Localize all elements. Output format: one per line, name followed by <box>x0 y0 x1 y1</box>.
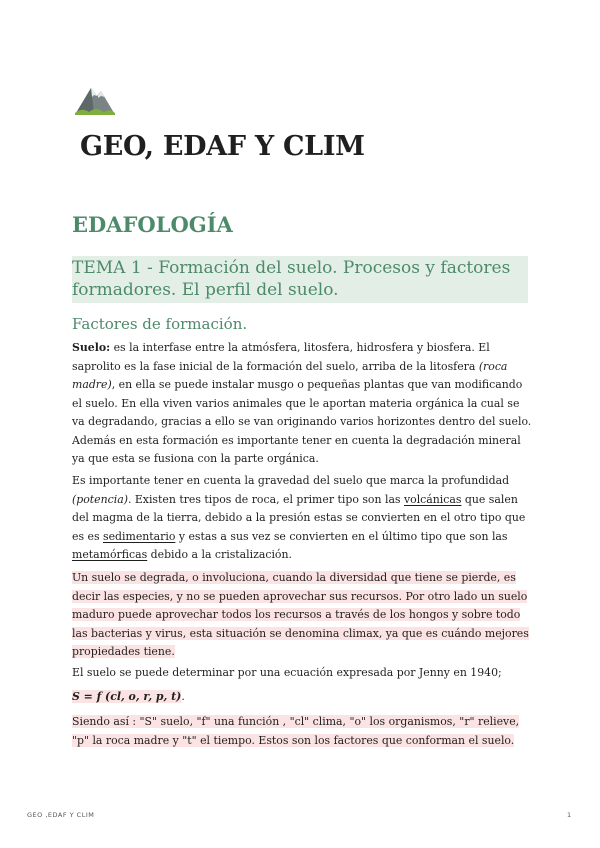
italic-run: (roca madre) <box>72 359 508 391</box>
footer-title: GEO ,EDAF Y CLIM <box>27 811 95 819</box>
text-run: , en ella se puede instalar musgo o pequeñas plantas que van modificando el suelo. En ella viven varios animales que le aportan materia orgánica la cual se va degradando, gracias a ello se van originando varios horizontes dentro del suelo. Además en esta formación es importante tener en cuenta la degradación mineral ya que esta se fusiona con la parte orgánica. <box>72 378 532 465</box>
highlighted-text: Un suelo se degrada, o involuciona, cuando la diversidad que tiene se pierde, es decir las especies, y no se pueden aprovechar sus recursos. Por otro lado un suelo maduro puede aprovechar todos los recursos a través de los hongos y sobre todo las bacterias y virus, esta situación se denomina climax, ya que es cuándo mejores propiedades tiene. <box>72 571 529 658</box>
paragraph-degradacion <box>72 569 532 662</box>
underlined-term: metamórficas <box>72 548 148 561</box>
term-label: Suelo: <box>72 341 111 354</box>
document-title: GEO, EDAF Y CLIM <box>80 131 365 162</box>
paragraph-factores <box>72 713 532 750</box>
paragraph-suelo <box>72 339 532 469</box>
underlined-term: sedimentario <box>103 529 176 543</box>
text-run: que salen del magma de la tierra, debido a la presión estas se convierten en el otro tipo que es es <box>72 492 526 543</box>
subsection-heading: Factores de formación. <box>72 315 248 333</box>
text-run: . Existen tres tipos de roca, el primer tipo son las <box>127 492 404 506</box>
highlighted-text: Siendo así : "S" suelo, "f" una función , "cl" clima, "o" los organismos, "r" relieve, "p" la roca madre y "t" el tiempo. Estos son los factores que conforman el suelo. <box>72 715 520 747</box>
underlined-term: volcánicas <box>403 492 462 506</box>
topic-heading: TEMA 1 - Formación del suelo. Procesos y factores formadores. El perfil del suelo. <box>72 256 528 303</box>
text-run: . <box>181 690 185 703</box>
formula-line <box>72 688 532 707</box>
text-run: y estas a sus vez se convierten en el último tipo que son las <box>175 529 508 543</box>
page-number: 1 <box>567 811 572 819</box>
section-heading: EDAFOLOGÍA <box>72 212 233 237</box>
mountain-icon <box>74 82 116 116</box>
text-run: es la interfase entre la atmósfera, litosfera, hidrosfera y biosfera. El saprolito es la fase inicial de la formación del suelo, arriba de la litosfera <box>72 341 490 373</box>
paragraph-rocas <box>72 472 532 565</box>
text-run: Es importante tener en cuenta la gravedad del suelo que marca la profundidad <box>72 474 510 487</box>
text-run: debido a la cristalización. <box>147 548 292 561</box>
italic-run: (potencia) <box>72 492 128 506</box>
paragraph-ecuacion: El suelo se puede determinar por una ecuación expresada por Jenny en 1940; <box>72 666 502 679</box>
formula: S = f (cl, o, r, p, t) <box>72 690 182 703</box>
